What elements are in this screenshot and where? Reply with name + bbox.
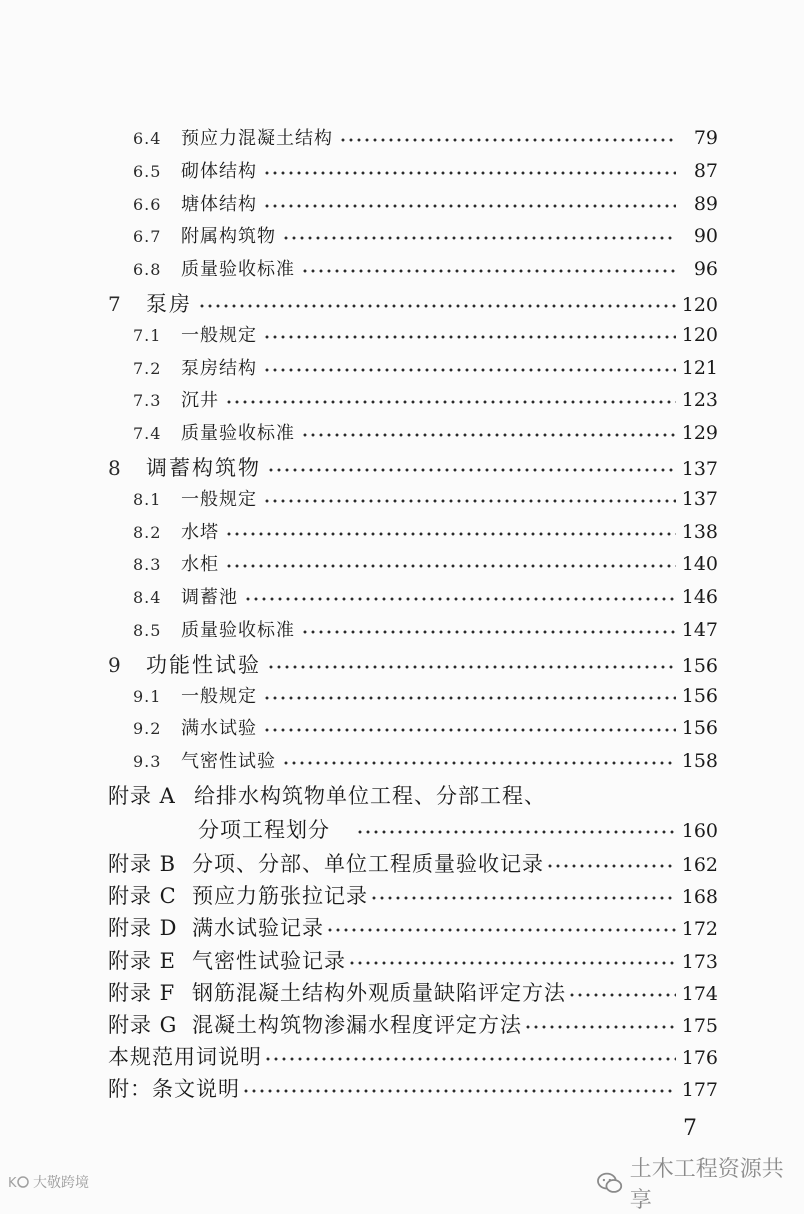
toc-page-number: 158 [681, 750, 718, 773]
toc-number: 8.4 [133, 588, 162, 608]
toc-number: 6.6 [133, 194, 162, 214]
toc-page-number: 156 [681, 717, 718, 740]
appendix-label: 附录 F [108, 980, 176, 1005]
toc-page-number: 162 [681, 854, 718, 876]
toc-title: 水塔 [181, 521, 219, 543]
appendix-row[interactable] [108, 945, 718, 975]
toc-title: 满水试验 [181, 718, 257, 740]
toc-section-row[interactable] [133, 157, 718, 183]
toc-page-number: 175 [681, 1015, 718, 1037]
toc-number: 8 [108, 456, 122, 480]
watermark-left [8, 1172, 89, 1192]
toc-page-number: 129 [681, 422, 718, 445]
toc-title: 调蓄构筑物 [146, 456, 261, 480]
dot-leader [301, 433, 676, 437]
toc-title: 质量验收标准 [181, 620, 295, 641]
toc-title: 一般规定 [181, 685, 257, 707]
dot-leader [348, 961, 676, 965]
toc-number: 9.2 [133, 719, 162, 739]
dot-leader [225, 564, 676, 568]
toc-title: 一般规定 [181, 488, 257, 510]
toc-number: 7.4 [133, 424, 162, 444]
dot-leader [282, 761, 676, 765]
toc-section-row[interactable] [133, 550, 718, 576]
dot-leader [242, 1089, 676, 1093]
appendix-title: 气密性试验记录 [192, 948, 346, 973]
toc-title: 功能性试验 [146, 652, 261, 677]
toc-page-number: 156 [681, 654, 718, 677]
watermark-right-text: 土木工程资源共享 [629, 1157, 784, 1213]
dot-leader [546, 864, 676, 868]
dot-leader [301, 269, 676, 273]
dot-leader [282, 236, 676, 240]
toc-page-number: 173 [681, 950, 718, 973]
toc-page-number: 137 [681, 458, 718, 480]
toc-page-number: 146 [681, 586, 718, 609]
appendix-title: 预应力筋张拉记录 [192, 884, 368, 909]
appendix-row[interactable] [108, 880, 718, 910]
dot-leader [267, 468, 676, 472]
dot-leader [264, 1057, 676, 1061]
appendix-title: 满水试验记录 [192, 916, 324, 941]
toc-page-number: 140 [681, 553, 718, 576]
toc-section-row[interactable] [133, 190, 718, 216]
toc-title: 砌体结构 [181, 160, 257, 182]
toc-page-number: 147 [681, 619, 718, 641]
page-number: 7 [683, 1116, 697, 1141]
dot-leader [339, 138, 676, 142]
toc-title: 调蓄池 [181, 587, 238, 609]
toc-title: 附属构筑物 [181, 226, 276, 248]
dot-leader [225, 532, 676, 536]
svg-text:K: K [8, 1176, 17, 1190]
watermark-right [596, 1152, 804, 1214]
dot-leader [524, 1025, 676, 1029]
extra-title: 附：条文说明 [108, 1077, 240, 1102]
toc-number: 6.7 [133, 227, 162, 247]
toc-number: 7 [108, 292, 122, 316]
appendix-title-line1: 给排水构筑物单位工程、分部工程、 [194, 784, 546, 808]
toc-title: 质量验收标准 [181, 259, 295, 281]
toc-page-number: 96 [693, 258, 718, 281]
appendix-label: 附录 G [108, 1013, 178, 1037]
toc-page-number: 137 [681, 487, 718, 510]
dot-leader [263, 171, 676, 175]
appendix-label: 附录 D [108, 916, 178, 941]
toc-section-row[interactable] [133, 682, 718, 708]
toc-page-number: 87 [693, 159, 718, 182]
toc-chapter-row[interactable] [108, 288, 718, 318]
dot-leader [568, 993, 676, 997]
toc-section-row[interactable] [133, 222, 718, 248]
dot-leader [225, 400, 676, 404]
toc-page-number: 156 [681, 684, 718, 707]
toc-number: 6.5 [133, 161, 162, 181]
toc-page-number: 160 [681, 820, 718, 842]
toc-number: 9 [108, 652, 122, 677]
extra-title: 本规范用词说明 [108, 1045, 262, 1070]
appendix-label: 附录 C [108, 884, 177, 909]
dot-leader [356, 830, 676, 834]
toc-chapter-row[interactable] [108, 452, 718, 482]
appendix-title: 混凝土构筑物渗漏水程度评定方法 [192, 1013, 522, 1037]
dot-leader [263, 696, 676, 700]
toc-section-row[interactable] [133, 321, 718, 347]
toc-page-number: 120 [681, 323, 718, 346]
toc-page-number: 79 [693, 127, 718, 149]
appendix-row[interactable] [108, 1009, 718, 1039]
toc-number: 8.5 [133, 621, 162, 640]
appendix-a-row[interactable] [108, 780, 546, 810]
toc-page-number: 172 [681, 918, 718, 941]
toc-section-row[interactable] [133, 485, 718, 511]
toc-number: 7.1 [133, 325, 162, 345]
toc-title: 沉井 [181, 390, 219, 412]
toc-number: 6.8 [133, 260, 162, 280]
appendix-row[interactable] [108, 912, 718, 942]
toc-title: 气密性试验 [181, 751, 276, 773]
watermark-left-text: 大敬跨境 [33, 1175, 89, 1191]
appendix-title: 分项、分部、单位工程质量验收记录 [192, 852, 544, 876]
toc-section-row[interactable] [133, 124, 718, 150]
toc-page-number: 90 [693, 225, 718, 248]
toc-section-row[interactable] [133, 747, 718, 773]
appendix-title-line2: 分项工程划分 [198, 818, 330, 842]
toc-page-number: 120 [681, 294, 718, 316]
toc-number: 8.1 [133, 489, 162, 509]
dot-leader [263, 204, 676, 208]
dot-leader [326, 928, 676, 932]
toc-section-row[interactable] [133, 354, 718, 380]
toc-page-number: 123 [681, 389, 718, 412]
toc-title: 水柜 [181, 554, 219, 576]
toc-section-row[interactable] [133, 714, 718, 740]
toc-section-row[interactable] [133, 518, 718, 544]
toc-page-number: 174 [681, 982, 718, 1005]
toc-section-row[interactable] [133, 616, 718, 642]
dot-leader [198, 304, 676, 308]
toc-page-number: 138 [681, 520, 718, 543]
dot-leader [263, 368, 676, 372]
toc-chapter-row[interactable] [108, 649, 718, 679]
toc-number: 9.3 [133, 752, 162, 772]
toc-title: 泵房 [146, 292, 192, 316]
toc-title: 预应力混凝土结构 [181, 128, 333, 149]
toc-page-number: 89 [693, 192, 718, 215]
dot-leader [263, 335, 676, 339]
toc-number: 9.1 [133, 686, 162, 706]
toc-page-number: 121 [681, 356, 718, 379]
toc-page-number: 168 [681, 886, 718, 909]
appendix-label: 附录 B [108, 852, 177, 876]
toc-number: 6.4 [133, 129, 162, 148]
brand-logo-icon [8, 1174, 30, 1190]
toc-page-number: 177 [681, 1079, 718, 1102]
dot-leader [370, 896, 676, 900]
toc-extra-row[interactable] [108, 1073, 718, 1103]
toc-number: 7.3 [133, 391, 162, 411]
toc-section-row[interactable] [133, 255, 718, 281]
toc-page-number: 176 [681, 1047, 718, 1070]
toc-number: 7.2 [133, 358, 162, 378]
appendix-label: 附录 A [108, 784, 176, 808]
toc-title: 塘体结构 [181, 193, 257, 215]
dot-leader [301, 630, 676, 634]
appendix-label: 附录 E [108, 948, 177, 973]
dot-leader [244, 597, 676, 601]
toc-number: 8.3 [133, 555, 162, 575]
toc-title: 一般规定 [181, 324, 257, 346]
appendix-row[interactable] [108, 848, 718, 878]
toc-section-row[interactable] [133, 583, 718, 609]
appendix-a-row-continued[interactable] [198, 814, 718, 844]
dot-leader [263, 728, 676, 732]
toc-section-row[interactable] [133, 419, 718, 445]
wechat-icon [596, 1171, 624, 1195]
dot-leader [263, 499, 676, 503]
toc-section-row[interactable] [133, 386, 718, 412]
appendix-title: 钢筋混凝土结构外观质量缺陷评定方法 [192, 980, 566, 1005]
toc-title: 泵房结构 [181, 357, 257, 379]
toc-extra-row[interactable] [108, 1041, 718, 1071]
toc-title: 质量验收标准 [181, 423, 295, 445]
toc-number: 8.2 [133, 522, 162, 542]
dot-leader [267, 665, 676, 669]
appendix-row[interactable] [108, 977, 718, 1007]
